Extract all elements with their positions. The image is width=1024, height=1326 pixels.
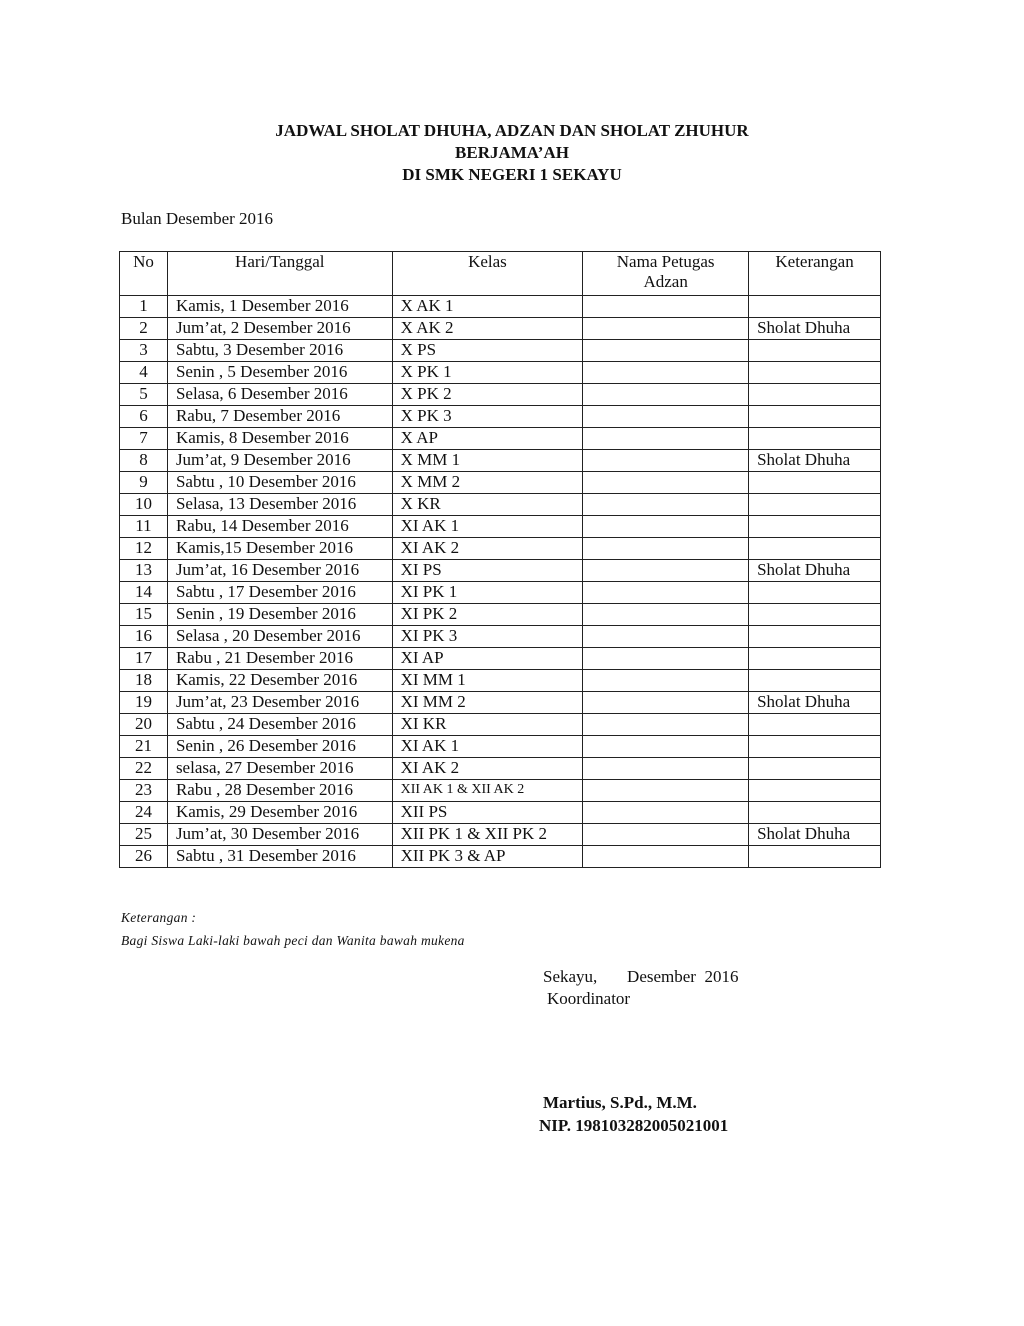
- cell-kelas: XII PK 1 & XII PK 2: [392, 824, 583, 846]
- cell-date: Rabu , 21 Desember 2016: [167, 648, 392, 670]
- cell-keterangan: [749, 340, 881, 362]
- table-row: [120, 516, 881, 538]
- cell-date: Rabu , 28 Desember 2016: [167, 780, 392, 802]
- signature-role: Koordinator: [547, 989, 631, 1008]
- cell-keterangan: [749, 648, 881, 670]
- cell-no: 15: [120, 604, 168, 626]
- signature-place-date: Sekayu, Desember 2016: [543, 967, 739, 986]
- table-row: [120, 538, 881, 560]
- cell-no: 6: [120, 406, 168, 428]
- cell-kelas: XI PK 3: [392, 626, 583, 648]
- cell-keterangan: Sholat Dhuha: [749, 560, 881, 582]
- notes-text: Bagi Siswa Laki-laki bawah peci dan Wanita bawah mukena: [121, 933, 465, 948]
- table-row: [120, 428, 881, 450]
- cell-petugas: [583, 824, 749, 846]
- cell-petugas: [583, 604, 749, 626]
- cell-no: 8: [120, 450, 168, 472]
- cell-date: Senin , 19 Desember 2016: [167, 604, 392, 626]
- col-header-petugas: [583, 252, 749, 296]
- cell-date: Sabtu , 24 Desember 2016: [167, 714, 392, 736]
- cell-keterangan: [749, 494, 881, 516]
- cell-kelas: XII AK 1 & XII AK 2: [392, 780, 583, 802]
- cell-kelas: X PK 1: [392, 362, 583, 384]
- cell-keterangan: [749, 406, 881, 428]
- cell-date: Kamis, 1 Desember 2016: [167, 296, 392, 318]
- notes: [121, 906, 465, 952]
- cell-petugas: [583, 758, 749, 780]
- cell-kelas: XI PK 2: [392, 604, 583, 626]
- cell-date: Senin , 5 Desember 2016: [167, 362, 392, 384]
- cell-date: Jum’at, 16 Desember 2016: [167, 560, 392, 582]
- cell-no: 17: [120, 648, 168, 670]
- table-row: [120, 472, 881, 494]
- cell-kelas: XI AK 2: [392, 538, 583, 560]
- col-header-kelas: Kelas: [392, 252, 583, 296]
- cell-no: 3: [120, 340, 168, 362]
- cell-keterangan: [749, 758, 881, 780]
- signature-nip: NIP. 198103282005021001: [539, 1116, 729, 1135]
- cell-kelas: XI PK 1: [392, 582, 583, 604]
- cell-petugas: [583, 648, 749, 670]
- cell-date: Kamis,15 Desember 2016: [167, 538, 392, 560]
- table-row: [120, 296, 881, 318]
- cell-petugas: [583, 472, 749, 494]
- cell-kelas: X AK 1: [392, 296, 583, 318]
- cell-date: Kamis, 29 Desember 2016: [167, 802, 392, 824]
- cell-date: Sabtu , 17 Desember 2016: [167, 582, 392, 604]
- signature-name: Martius, S.Pd., M.M.: [543, 1093, 697, 1112]
- cell-no: 13: [120, 560, 168, 582]
- cell-kelas: XI MM 2: [392, 692, 583, 714]
- cell-date: Kamis, 8 Desember 2016: [167, 428, 392, 450]
- cell-keterangan: [749, 780, 881, 802]
- cell-kelas: X AK 2: [392, 318, 583, 340]
- table-row: [120, 560, 881, 582]
- cell-date: Selasa , 20 Desember 2016: [167, 626, 392, 648]
- cell-date: Senin , 26 Desember 2016: [167, 736, 392, 758]
- table-row: [120, 318, 881, 340]
- cell-keterangan: [749, 604, 881, 626]
- cell-no: 14: [120, 582, 168, 604]
- cell-no: 22: [120, 758, 168, 780]
- table-row: [120, 780, 881, 802]
- cell-date: Rabu, 7 Desember 2016: [167, 406, 392, 428]
- cell-kelas: XII PK 3 & AP: [392, 846, 583, 868]
- cell-petugas: [583, 670, 749, 692]
- cell-kelas: XI AK 1: [392, 736, 583, 758]
- cell-date: Selasa, 13 Desember 2016: [167, 494, 392, 516]
- cell-petugas: [583, 780, 749, 802]
- notes-label: Keterangan :: [121, 910, 197, 925]
- cell-keterangan: [749, 802, 881, 824]
- cell-petugas: [583, 846, 749, 868]
- table-row: [120, 736, 881, 758]
- cell-keterangan: Sholat Dhuha: [749, 318, 881, 340]
- cell-kelas: X PS: [392, 340, 583, 362]
- table-row: [120, 340, 881, 362]
- table-row: [120, 450, 881, 472]
- table-row: [120, 406, 881, 428]
- cell-kelas: XI AP: [392, 648, 583, 670]
- cell-date: Jum’at, 9 Desember 2016: [167, 450, 392, 472]
- cell-petugas: [583, 296, 749, 318]
- table-row: [120, 626, 881, 648]
- cell-keterangan: [749, 582, 881, 604]
- cell-date: Jum’at, 30 Desember 2016: [167, 824, 392, 846]
- table-row: [120, 604, 881, 626]
- cell-no: 1: [120, 296, 168, 318]
- cell-keterangan: [749, 670, 881, 692]
- cell-no: 12: [120, 538, 168, 560]
- cell-no: 2: [120, 318, 168, 340]
- cell-keterangan: [749, 384, 881, 406]
- cell-petugas: [583, 450, 749, 472]
- cell-petugas: [583, 516, 749, 538]
- cell-no: 11: [120, 516, 168, 538]
- cell-petugas: [583, 384, 749, 406]
- month-label: Bulan Desember 2016: [121, 209, 274, 228]
- cell-petugas: [583, 362, 749, 384]
- title-line-3: DI SMK NEGERI 1 SEKAYU: [402, 165, 622, 184]
- cell-no: 20: [120, 714, 168, 736]
- cell-kelas: XI PS: [392, 560, 583, 582]
- schedule-table: [119, 251, 881, 868]
- cell-date: Rabu, 14 Desember 2016: [167, 516, 392, 538]
- cell-keterangan: [749, 736, 881, 758]
- cell-no: 7: [120, 428, 168, 450]
- cell-no: 18: [120, 670, 168, 692]
- cell-petugas: [583, 626, 749, 648]
- table-row: [120, 384, 881, 406]
- cell-kelas: X PK 3: [392, 406, 583, 428]
- table-row: [120, 692, 881, 714]
- cell-keterangan: [749, 296, 881, 318]
- cell-petugas: [583, 340, 749, 362]
- cell-kelas: X KR: [392, 494, 583, 516]
- table-row: [120, 648, 881, 670]
- cell-date: Kamis, 22 Desember 2016: [167, 670, 392, 692]
- cell-no: 25: [120, 824, 168, 846]
- col-header-date: Hari/Tanggal: [167, 252, 392, 296]
- cell-no: 21: [120, 736, 168, 758]
- cell-petugas: [583, 428, 749, 450]
- col-header-petugas-text: Nama Petugas Adzan: [616, 252, 715, 291]
- table-row: [120, 802, 881, 824]
- col-header-no: No: [120, 252, 168, 296]
- table-row: [120, 494, 881, 516]
- table-row: [120, 714, 881, 736]
- cell-petugas: [583, 406, 749, 428]
- cell-petugas: [583, 494, 749, 516]
- title-line-1: JADWAL SHOLAT DHUHA, ADZAN DAN SHOLAT ZHUHUR: [275, 121, 749, 140]
- cell-date: Jum’at, 23 Desember 2016: [167, 692, 392, 714]
- cell-petugas: [583, 802, 749, 824]
- cell-no: 23: [120, 780, 168, 802]
- cell-petugas: [583, 538, 749, 560]
- cell-date: selasa, 27 Desember 2016: [167, 758, 392, 780]
- cell-kelas: XI KR: [392, 714, 583, 736]
- table-row: [120, 582, 881, 604]
- cell-date: Selasa, 6 Desember 2016: [167, 384, 392, 406]
- cell-kelas: XII PS: [392, 802, 583, 824]
- cell-kelas: X MM 2: [392, 472, 583, 494]
- cell-date: Jum’at, 2 Desember 2016: [167, 318, 392, 340]
- cell-no: 16: [120, 626, 168, 648]
- table-row: [120, 846, 881, 868]
- cell-keterangan: [749, 362, 881, 384]
- cell-petugas: [583, 318, 749, 340]
- title-line-2: BERJAMA’AH: [455, 143, 569, 162]
- cell-keterangan: [749, 428, 881, 450]
- table-header-row: [120, 252, 881, 296]
- cell-keterangan: [749, 516, 881, 538]
- cell-keterangan: Sholat Dhuha: [749, 824, 881, 846]
- col-header-keterangan: Keterangan: [749, 252, 881, 296]
- cell-kelas: X PK 2: [392, 384, 583, 406]
- cell-keterangan: Sholat Dhuha: [749, 692, 881, 714]
- cell-keterangan: [749, 626, 881, 648]
- cell-no: 24: [120, 802, 168, 824]
- table-row: [120, 670, 881, 692]
- table-row: [120, 824, 881, 846]
- cell-keterangan: [749, 714, 881, 736]
- schedule-body: [120, 296, 881, 868]
- cell-no: 26: [120, 846, 168, 868]
- cell-no: 5: [120, 384, 168, 406]
- cell-petugas: [583, 692, 749, 714]
- cell-petugas: [583, 714, 749, 736]
- cell-kelas: XI AK 1: [392, 516, 583, 538]
- cell-keterangan: [749, 846, 881, 868]
- document-title: [0, 120, 1024, 186]
- cell-date: Sabtu, 3 Desember 2016: [167, 340, 392, 362]
- cell-petugas: [583, 560, 749, 582]
- cell-kelas: X MM 1: [392, 450, 583, 472]
- cell-keterangan: [749, 538, 881, 560]
- cell-no: 10: [120, 494, 168, 516]
- cell-date: Sabtu , 31 Desember 2016: [167, 846, 392, 868]
- cell-date: Sabtu , 10 Desember 2016: [167, 472, 392, 494]
- cell-no: 19: [120, 692, 168, 714]
- cell-no: 9: [120, 472, 168, 494]
- cell-no: 4: [120, 362, 168, 384]
- cell-petugas: [583, 736, 749, 758]
- cell-keterangan: [749, 472, 881, 494]
- cell-keterangan: Sholat Dhuha: [749, 450, 881, 472]
- cell-kelas: X AP: [392, 428, 583, 450]
- table-row: [120, 362, 881, 384]
- cell-kelas: XI AK 2: [392, 758, 583, 780]
- cell-petugas: [583, 582, 749, 604]
- cell-kelas: XI MM 1: [392, 670, 583, 692]
- table-row: [120, 758, 881, 780]
